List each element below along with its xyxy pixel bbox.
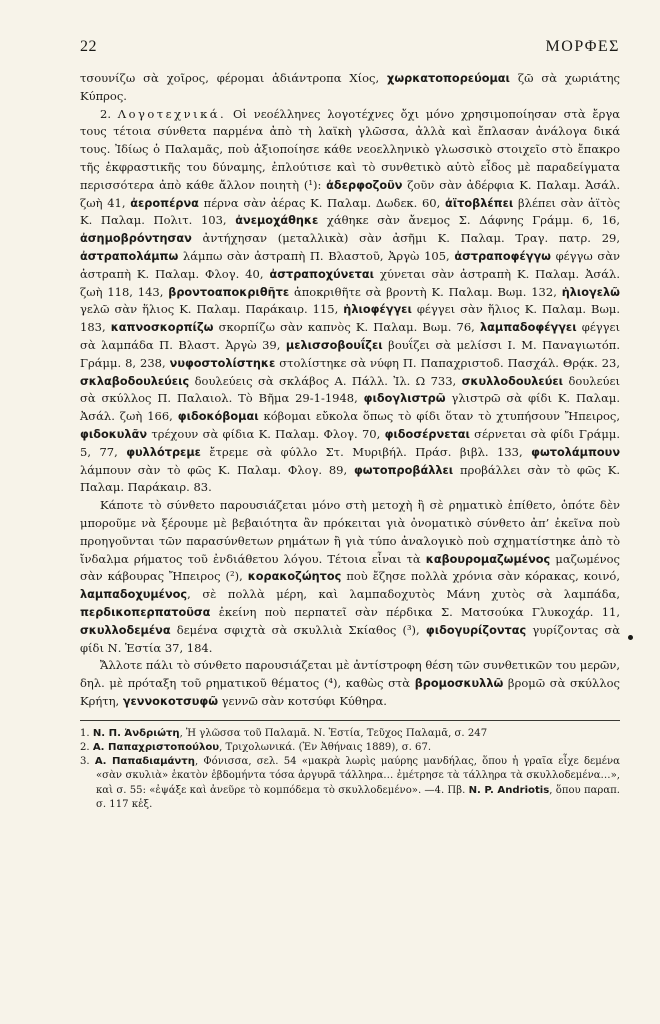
text-run: φέγγει σὰν ἥλιος Κ. Παλαμ. Βωμ. 183, <box>80 302 621 335</box>
text-run: ποὺ ἔζησε πολλὰ χρόνια σὰν κόρακας, κοινό, <box>341 569 620 584</box>
text-run: χάθηκε σὰν ἄνεμος Σ. Δάφνης Γράμμ. 6, 16, <box>318 213 620 228</box>
headword: κορακοζώητος <box>247 570 342 584</box>
text-run: , ὅπου παραπ. σ. 117 κἑξ. <box>96 784 621 810</box>
headword: φυλλότρεμε <box>126 445 201 459</box>
headword: σκυλλοδουλεύει <box>461 374 564 388</box>
page-number: 22 <box>80 38 97 55</box>
text-run: , σὲ πολλὰ μέρη, καὶ λαμπαδοχυτὸς Μάνη χυτὸς σὰ λαμπάδα, <box>187 587 620 602</box>
text-run: , Τριχολωνικά. (Ἐν Ἀθήναις 1889), σ. 67. <box>219 741 432 753</box>
running-head: ΜΟΡΦΕΣ <box>545 38 620 55</box>
headword: μελισσοβουΐζει <box>285 338 383 352</box>
headword: φωτολάμπουν <box>531 445 621 459</box>
text-run: Ἄλλοτε πάλι τὸ σύνθετο παρουσιάζεται μὲ ἀντίστροφη θέση τῶν συνθετικῶν του μερῶν, δηλ. μὲ πρόταξη τοῦ ρηματικοῦ θέματος (⁴), καθὼς στὰ <box>80 658 620 691</box>
headword: φιδογυρίζοντας <box>425 623 527 637</box>
text-run: λάμπω σὰν ἀστραπὴ Π. Βλαστοῦ, Ἀργὼ 105, <box>178 248 455 263</box>
headword: ἡλιογελῶ <box>561 285 620 299</box>
headword: ἀστραπολάμπω <box>80 249 179 263</box>
headword: καπνοσκορπίζω <box>110 321 214 335</box>
text-run: κόβομαι εὔκολα ὅπως τὸ φίδι ὅταν τὸ χτυπήσουν Ἤπειρος, <box>258 409 621 424</box>
headword: λαμπαδοφέγγει <box>479 321 577 335</box>
text-run: λάμπουν σὰν τὸ φῶς Κ. Παλαμ. Φλογ. 89, <box>80 462 354 477</box>
text-run: ἔτρεμε σὰ φύλλο Στ. Μυριβήλ. Πράσ. βιβλ. 133, <box>200 444 532 459</box>
text-run: πέρνα σὰν ἀέρας Κ. Παλαμ. Δωδεκ. 60, <box>198 195 445 210</box>
page-header <box>80 38 620 70</box>
headword: ἀσημοβρόντησαν <box>80 232 192 246</box>
headword: ἀϊτοβλέπει <box>445 196 514 210</box>
headword: φιδοκόβομαι <box>177 410 259 424</box>
margin-mark <box>628 635 633 640</box>
text-run: δεμένα σφιχτὰ σὰ σκυλλιὰ Σκίαθος (³), <box>170 622 426 637</box>
headword: φιδοσέρνεται <box>384 427 470 441</box>
text-run: ζῶ σὰ χωριάτης Κύπρος. <box>80 71 620 103</box>
headword: φιδοκυλᾶν <box>80 427 148 441</box>
text-run: σέρνεται σὰ φίδι Γράμμ. 5, 77, <box>80 426 620 459</box>
text-run: δουλεύεις σὰ σκλάβος Α. Πάλλ. Ἰλ. Ω 733, <box>189 373 462 388</box>
text-run: ζοῦν σὰν ἀδέρφια Κ. Παλαμ. Ἀσάλ. ζωὴ 41, <box>80 177 620 210</box>
text-run: 2. <box>80 741 93 753</box>
headword: Α. Παπαδιαμάντη <box>94 756 195 768</box>
text-run: 3. <box>80 756 95 768</box>
text-run: φέγγω σὰν ἀστραπὴ Κ. Παλαμ. Φλογ. 40, <box>80 248 620 281</box>
text-run: ἐκείνη ποὺ περπατεῖ σὰν πέρδικα Σ. Ματσούκα Γλυκοχάρ. 11, <box>210 604 620 619</box>
headword: νυφοστολίστηκε <box>169 356 276 370</box>
text-run: δουλεύει σὰ σκύλλος Π. Παλαιολ. Τὸ Βῆμα 29-1-1948, <box>80 373 620 406</box>
headword: χωρκατοπορεύομαι <box>387 72 510 85</box>
headword: βροντοαποκριθῆτε <box>168 285 290 299</box>
headword: ἀστραποχύνεται <box>269 267 375 281</box>
text-run: 2. <box>100 106 118 121</box>
text-run: βλέπει σὰν ἀϊτὸς Κ. Παλαμ. Πολιτ. 103, <box>80 195 621 228</box>
text-run: τρέχουν σὰ φίδια Κ. Παλαμ. Φλογ. 70, <box>147 426 385 441</box>
headword: βρομοσκυλλῶ <box>414 677 504 691</box>
headword: καβουρομαζωμένος <box>425 552 551 566</box>
text-run: Κάποτε τὸ σύνθετο παρουσιάζεται μόνο στὴ μετοχὴ ἢ σὲ ρηματικὸ ἐπίθετο, ὁπότε δὲν μποροῦμε νὰ ξέρουμε μὲ βεβαιότητα ἂν πρόκειται γιὰ ὀνοματικὸ σύνθετο ἀπ’ ἐκεῖνα ποὺ προηγοῦνται τῶν παρασύνθετων ρημάτων ἢ γιὰ τύπο ἀναλογικὸ ποὺ σχηματίστηκε ἀπὸ τὸ ἴνδαλμα ρήματος τοῦ ἐνδιάθετου λόγου. Τέτοια εἶναι τὰ <box>80 498 620 566</box>
footnote <box>80 727 620 741</box>
paragraph <box>80 70 620 106</box>
text-run: μαζωμένος σὰν κάβουρας Ἤπειρος (²), <box>80 551 620 584</box>
section-heading: Λογοτεχνικά. <box>117 106 227 121</box>
headword: ἀεροπέρνα <box>130 196 199 210</box>
footnotes <box>80 720 620 812</box>
headword: σκυλλοδεμένα <box>80 623 171 637</box>
text-run: χύνεται σὰν ἀστραπὴ Κ. Παλαμ. Ἀσάλ. ζωὴ 118, 143, <box>80 266 620 299</box>
text-run: γεννῶ σὰν κοτσύφι Κύθηρα. <box>218 693 387 708</box>
headword: ἀδερφοζοῦν <box>326 178 403 192</box>
footnote <box>80 741 620 755</box>
headword: Ν. Π. Ἀνδριώτη <box>92 727 180 739</box>
text-run: γελῶ σὰν ἥλιος Κ. Παλαμ. Παράκαιρ. 115, <box>80 302 344 317</box>
text-run: τσουνίζω σὰ χοῖρος, φέρομαι ἀδιάντροπα Χίος, <box>80 71 388 85</box>
text-run: στολίστηκε σὰ νύφη Π. Παπαχριστοδ. Πασχάλ. Θρᾴκ. 23, <box>275 355 620 370</box>
text-run: 1. <box>80 727 93 739</box>
headword: ἀστραποφέγγω <box>454 249 551 263</box>
text-run: Οἱ νεοέλληνες λογοτέχνες ὄχι μόνο χρησιμοποίησαν στὰ ἔργα τους τέτοια σύνθετα παρμένα ἀπὸ τὴ λαϊκὴ γλῶσσα, ἀλλὰ καὶ ἔπλασαν ἀνάλογα δικά τους. Ἰδίως ὁ Παλαμᾶς, ποὺ ἀξιοποίησε κάθε νεοελληνικὸ γλωσσικὸ στοιχεῖο στὸ ἔπακρο τῆς ἐκφραστικῆς του δύναμης, ἐπλούτισε καὶ τὸ συνθετικὸ αὐτὸ εἶδος μὲ παραδείγματα περισσότερα ἀπὸ κάθε ἄλλον ποιητὴ (¹): <box>80 106 620 192</box>
text-run: γυρίζοντας σὰ φίδι Ν. Ἑστία 37, 184. <box>80 622 620 655</box>
headword: Α. Παπαχριστοπούλου <box>92 741 220 753</box>
paragraph <box>80 657 620 710</box>
headword: φωτοπροβάλλει <box>353 463 454 477</box>
headword: ἀνεμοχάθηκε <box>235 214 319 228</box>
headword: λαμπαδοχυμένος <box>80 588 188 602</box>
text-run: βουΐζει σὰ μελίσσι Ι. Μ. Παναγιωτόπ. Γράμμ. 8, 238, <box>80 337 620 370</box>
body-text <box>80 70 620 711</box>
paragraph <box>80 106 620 498</box>
headword: ἡλιοφέγγει <box>343 303 412 317</box>
text-run: ἀντήχησαν (μεταλλικὰ) σὰν ἀσῆμι Κ. Παλαμ. Τραγ. πατρ. 29, <box>191 231 620 246</box>
text-run: βρομῶ σὰ σκύλλος Κρήτη, <box>80 676 620 708</box>
text-run: φέγγει σὰ λαμπάδα Π. Βλαστ. Ἀργὼ 39, <box>80 320 620 352</box>
headword: περδικοπερπατοῦσα <box>80 605 211 619</box>
headword: σκλαβοδουλεύεις <box>80 374 190 388</box>
text-run: γλιστρῶ σὰ φίδι Κ. Παλαμ. Ἀσάλ. ζωὴ 166, <box>80 391 620 424</box>
text-run: σκορπίζω σὰν καπνὸς Κ. Παλαμ. Βωμ. 76, <box>213 320 480 335</box>
paragraph <box>80 497 620 657</box>
footnote <box>80 755 620 812</box>
document-page <box>80 38 620 998</box>
text-run: , Ἡ γλῶσσα τοῦ Παλαμᾶ. Ν. Ἑστία, Τεῦχος Παλαμᾶ, σ. 247 <box>179 727 488 739</box>
headword: φιδογλιστρῶ <box>363 392 446 406</box>
text-run: , Φόνισσα, σελ. 54 «μακρὰ λωρὶς μαύρης μανδήλας, ὅπου ἡ γραῖα εἶχε δεμένα «σὰν σκυλιὰ» ἑκατὸν ἑβδομήντα τόσα ἀργυρᾶ τάλληρα… ἐμέτρησε τὰ τάλληρα τὰ σκυλλοδεμένα…», καὶ σ. 55: «ἐψάξε καὶ ἀνεῦρε τὸ κομπόδεμα τὸ σκυλλοδεμένο». —4. Πβ. <box>96 756 620 796</box>
headword: γεννοκοτσυφῶ <box>122 694 219 708</box>
text-run: ἀποκριθῆτε σὰ βροντὴ Κ. Παλαμ. Βωμ. 132, <box>289 284 562 299</box>
headword: N. P. Andriotis <box>468 784 550 796</box>
text-run: προβάλλει σὰν τὸ φῶς Κ. Παλαμ. Παράκαιρ. 83. <box>80 462 620 495</box>
